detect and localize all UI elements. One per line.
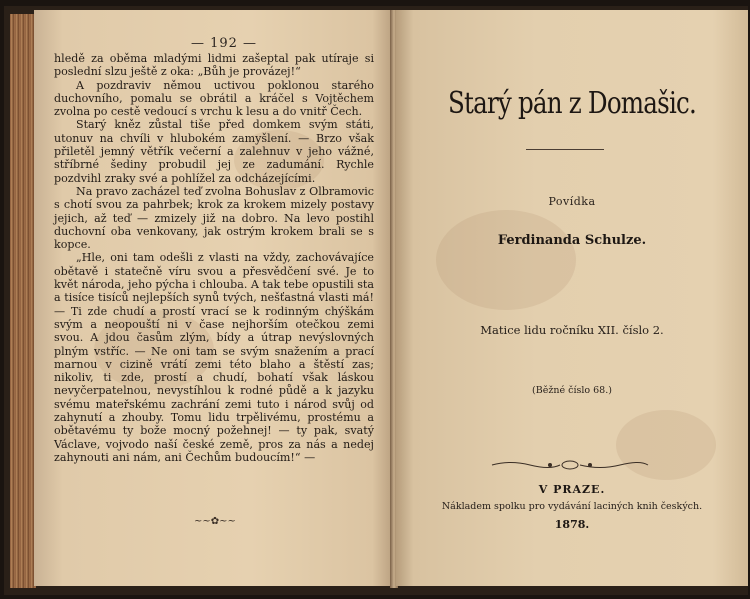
body-text [54, 52, 374, 464]
series-info: Matice lidu ročníku XII. číslo 2. [480, 323, 664, 337]
end-ornament: ~~✿~~ [194, 516, 236, 527]
flourish-ornament [490, 458, 650, 472]
paragraph: A pozdraviv němou uctivou poklonou starého duchovního, pomalu se obrátil a kráčel s Vojtěchem zvolna po cestě vedoucí s vrchu k lesu a do vnitř Čech. [54, 78, 374, 119]
title-rule [526, 149, 604, 150]
paragraph: Na pravo zacházel teď zvolna Bohuslav z Olbramovic s chotí svou za pahrbek; krok za krokem mizely postavy jejich, až teď — zmizely již na dobro. Na levo postihl duchovní oba venkovany, jak ostrým krokem brali se s kopce. [54, 184, 374, 252]
paragraph: hledě za oběma mladými lidmi zašeptal pak utíraje si poslední slzu ještě z oka: „Bůh je provázej!“ [54, 52, 374, 79]
book-title: Starý pán z Domašic. [448, 86, 696, 121]
genre-label: Povídka [548, 195, 596, 208]
paragraph: Starý kněz zůstal tiše před domkem svým státi, utonuv na chvíli v hlubokém zamyšlení. — Brzo však přiletěl jemný větřík večerní a zalehnuv v jeho vážné, stříbrné šediny probudil jej ze zadumání. Rychle pozdvihl zraky své a pohlížel za odcházejícími. [54, 118, 374, 185]
running-number: (Běžné číslo 68.) [532, 385, 612, 396]
right-page [396, 10, 748, 586]
page-edges [10, 14, 36, 588]
publication-year: 1878. [554, 518, 590, 531]
publisher-line: Nákladem spolku pro vydávání laciných knih českých. [441, 501, 703, 512]
page-number-header: — 192 — [190, 36, 258, 51]
paragraph: „Hle, oni tam odešli z vlasti na vždy, zachovávajíce obětavě i statečně víru svou a přesvědčení své. Je to květ národa, jeho pýcha i chlouba. A tak tebe opustili sta a tisíce tisíců nejlepších synů tvých, nešťastná vlasti má! — Ti zde chudí a prostí vrací se k rodinným chýškám svým a neopouští ni v čase nejhorším otečkou zemi svou. A jdou časům zlým, bídy a útrap nevýslovných plným vstříc. — Ne oni tam se svým snažením a prací marnou v cizině vrátí zemi této blaho a štěstí zas; nikoliv, ti zde, prostí a chudí, bohatí však láskou nevyčerpatelnou, nevystíhlou k rodné půdě a k jazyku svému mateřskému zachrání zemi tuto i národ svůj od zahynutí a zhouby. Tomu lidu trpělivému, prostému a obětavému ty bože mocný požehnej! — ty pak, svatý Václave, vojvodo naší české země, pros za nás a nedej zahynouti ani nám, ani Čechům budoucím!“ — [54, 251, 374, 464]
author-name: Ferdinanda Schulze. [497, 233, 647, 248]
publication-city: V PRAZE. [538, 483, 606, 496]
open-book [4, 6, 748, 595]
